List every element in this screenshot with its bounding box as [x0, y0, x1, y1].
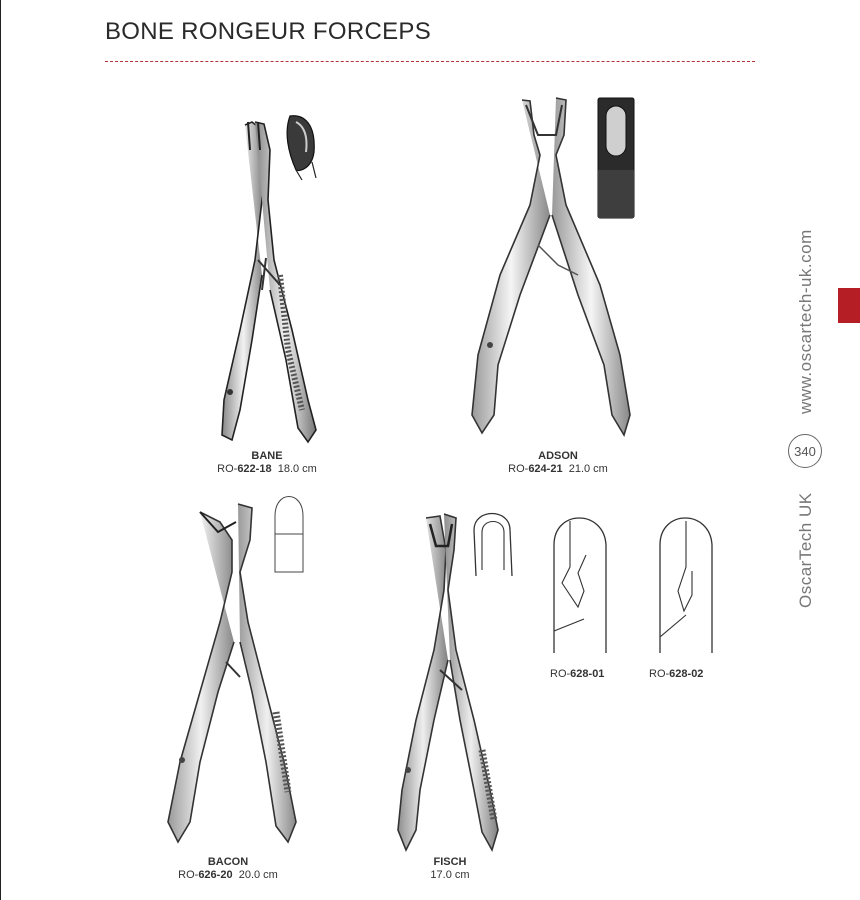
product-name: BANE: [251, 450, 283, 462]
product-name: FISCH: [433, 856, 467, 868]
variant-tip-628-01: [550, 515, 610, 655]
section-tab-marker: [838, 288, 860, 323]
product-caption-bacon: [160, 856, 296, 882]
variant-code-prefix: RO-: [550, 668, 571, 680]
variant-code-number: 628-01: [570, 668, 605, 680]
variant-tip-628-02: [656, 515, 716, 655]
variant-code-628-01: [550, 668, 604, 680]
product-caption-bane: [200, 450, 334, 476]
brand-name: OscarTech UK: [796, 492, 815, 608]
page-number: 340: [788, 434, 822, 468]
product-code-prefix: RO-: [508, 463, 529, 475]
adson-tip-detail: [596, 96, 640, 220]
product-code-number: 626-20: [198, 869, 233, 881]
fisch-tip-detail: [470, 510, 514, 580]
title-divider: [105, 61, 755, 62]
bacon-tip-detail: [272, 494, 306, 576]
product-name: BACON: [207, 856, 249, 868]
variant-code-number: 628-02: [669, 668, 704, 680]
product-code-number: 622-18: [237, 463, 272, 475]
product-code-prefix: RO-: [178, 869, 199, 881]
product-size: 17.0 cm: [430, 869, 470, 881]
product-size: 18.0 cm: [277, 463, 317, 475]
product-code-prefix: RO-: [217, 463, 238, 475]
product-size: 21.0 cm: [568, 463, 608, 475]
variant-code-prefix: RO-: [649, 668, 670, 680]
variant-code-628-02: [649, 668, 703, 680]
page-title: BONE RONGEUR FORCEPS: [105, 18, 432, 45]
product-size: 20.0 cm: [238, 869, 278, 881]
website-url: www.oscartech-uk.com: [796, 229, 815, 414]
product-name: ADSON: [538, 450, 578, 462]
product-code-number: 624-21: [528, 463, 563, 475]
page-edge: [0, 0, 1, 900]
product-caption-adson: [488, 450, 628, 476]
product-caption-fisch: [390, 856, 510, 882]
bane-tip-detail: [282, 112, 322, 182]
